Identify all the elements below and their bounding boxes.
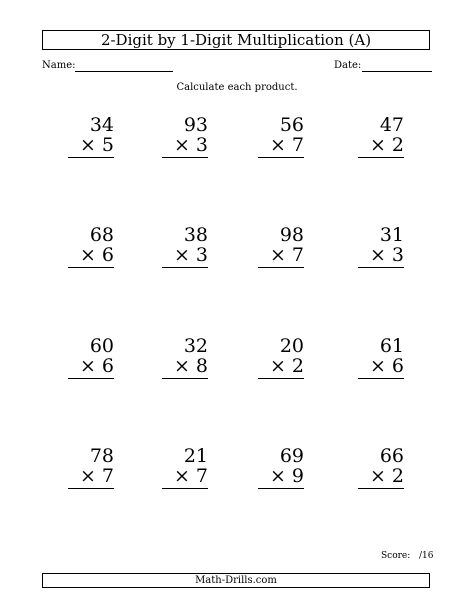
score-total: /16 xyxy=(419,551,434,561)
problem-multiplier: × 3 xyxy=(173,244,208,266)
problem-multiplicand: 66 xyxy=(379,445,404,467)
problem-multiplicand: 93 xyxy=(183,114,208,136)
problem xyxy=(244,115,304,158)
problem-multiplicand: 38 xyxy=(183,224,208,246)
problem-multiplicand: 98 xyxy=(279,224,304,246)
problem xyxy=(148,115,208,158)
problem-rule xyxy=(162,157,208,158)
problem-rule xyxy=(258,488,304,489)
problem xyxy=(54,225,114,268)
problem-rule xyxy=(68,157,114,158)
problem-multiplier: × 3 xyxy=(369,244,404,266)
problem-multiplier: × 7 xyxy=(173,465,208,487)
problem-multiplier: × 7 xyxy=(269,134,304,156)
problem-multiplier: × 2 xyxy=(369,134,404,156)
problem-rule xyxy=(358,488,404,489)
problem-rule xyxy=(162,488,208,489)
problem-rule xyxy=(162,378,208,379)
problem-rule xyxy=(358,267,404,268)
problem-rule xyxy=(258,378,304,379)
problem-rule xyxy=(68,488,114,489)
instructions: Calculate each product. xyxy=(176,82,298,93)
problem xyxy=(344,446,404,489)
worksheet-title: 2-Digit by 1-Digit Multiplication (A) xyxy=(42,30,430,50)
problem-rule xyxy=(68,378,114,379)
problem-multiplier: × 7 xyxy=(79,465,114,487)
problem-multiplicand: 21 xyxy=(183,445,208,467)
problem-rule xyxy=(358,157,404,158)
problem xyxy=(148,225,208,268)
problem-multiplicand: 61 xyxy=(379,335,404,357)
problem-rule xyxy=(258,267,304,268)
problem-multiplicand: 34 xyxy=(89,114,114,136)
problem-multiplier: × 6 xyxy=(79,355,114,377)
problem-multiplicand: 78 xyxy=(89,445,114,467)
footer-site-name: Math-Drills.com xyxy=(42,573,430,588)
problem xyxy=(54,336,114,379)
problem xyxy=(244,446,304,489)
problem xyxy=(148,336,208,379)
problem-multiplier: × 6 xyxy=(369,355,404,377)
problem xyxy=(54,115,114,158)
problem-multiplicand: 47 xyxy=(379,114,404,136)
problem-multiplier: × 3 xyxy=(173,134,208,156)
problem-multiplicand: 31 xyxy=(379,224,404,246)
problem xyxy=(344,115,404,158)
problem xyxy=(244,225,304,268)
problem-multiplicand: 20 xyxy=(279,335,304,357)
problem-multiplicand: 32 xyxy=(183,335,208,357)
problem-rule xyxy=(162,267,208,268)
problem-multiplier: × 8 xyxy=(173,355,208,377)
problem-multiplier: × 7 xyxy=(269,244,304,266)
problem-multiplicand: 60 xyxy=(89,335,114,357)
problem-multiplicand: 56 xyxy=(279,114,304,136)
problem-rule xyxy=(358,378,404,379)
score-label: Score: xyxy=(381,551,411,561)
name-label: Name: xyxy=(42,60,76,71)
problem xyxy=(344,336,404,379)
problem xyxy=(54,446,114,489)
problem-multiplicand: 69 xyxy=(279,445,304,467)
problem xyxy=(344,225,404,268)
problem-multiplier: × 9 xyxy=(269,465,304,487)
problem-rule xyxy=(258,157,304,158)
problem-multiplicand: 68 xyxy=(89,224,114,246)
problem-multiplier: × 2 xyxy=(269,355,304,377)
problem-multiplier: × 2 xyxy=(369,465,404,487)
problem xyxy=(148,446,208,489)
problem-multiplier: × 5 xyxy=(79,134,114,156)
date-label: Date: xyxy=(334,60,362,71)
problem-rule xyxy=(68,267,114,268)
problem-multiplier: × 6 xyxy=(79,244,114,266)
problem xyxy=(244,336,304,379)
